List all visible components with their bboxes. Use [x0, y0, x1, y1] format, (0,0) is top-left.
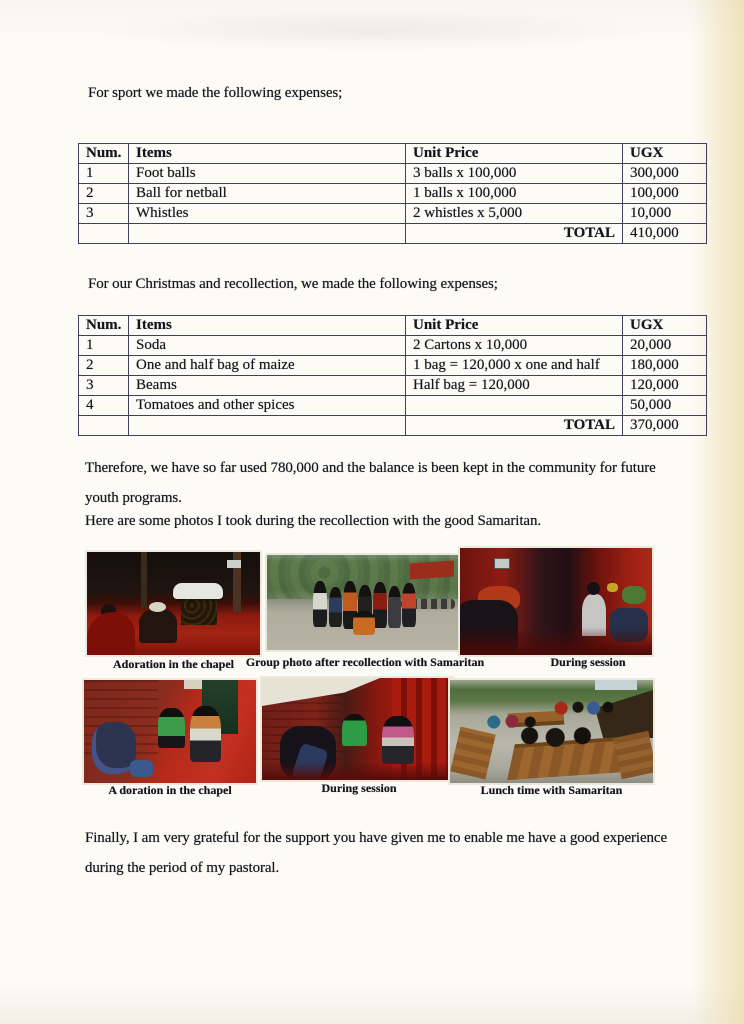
seated-people: [520, 724, 600, 752]
cell-empty: [129, 224, 406, 244]
person-head: [587, 582, 600, 595]
door-lintel: [184, 680, 202, 689]
cell-unit-price: 3 balls x 100,000: [406, 164, 623, 184]
total-label: TOTAL: [406, 224, 623, 244]
summary-line-2: youth programs.: [85, 490, 182, 506]
person-in-orange-white: [190, 706, 221, 762]
wall-window: [227, 560, 241, 568]
table-total-row: [79, 416, 707, 436]
table-header-row: [79, 144, 707, 164]
cell-item: One and half bag of maize: [129, 356, 406, 376]
caption-lunch-time: Lunch time with Samaritan: [480, 783, 623, 797]
dark-floor: [460, 627, 652, 655]
wooden-bench: [613, 731, 655, 780]
header-items: Items: [129, 144, 406, 164]
header-ugx: UGX: [623, 144, 707, 164]
photo-adoration-in-the-chapel: [85, 550, 262, 657]
group-person: [388, 586, 401, 628]
christmas-expenses-intro: For our Christmas and recollection, we made the following expenses;: [88, 276, 498, 292]
cell-num: 2: [79, 184, 129, 204]
cell-unit-price: [406, 396, 623, 416]
cell-empty: [79, 416, 129, 436]
caption-during-session-1: During session: [550, 655, 626, 669]
cell-amount: 180,000: [623, 356, 707, 376]
summary-line-1: Therefore, we have so far used 780,000 and the balance is been kept in the community for future: [85, 460, 656, 476]
sky-patch: [595, 680, 637, 690]
cell-amount: 50,000: [623, 396, 707, 416]
table-row: [79, 164, 707, 184]
kneeling-person: [139, 609, 177, 643]
caption-a-doration: A doration in the chapel: [108, 783, 232, 797]
cell-num: 1: [79, 336, 129, 356]
table-row: [79, 184, 707, 204]
person-in-yellow: [607, 583, 618, 592]
person-by-curtain: [382, 716, 414, 764]
table-row: [79, 356, 707, 376]
cell-unit-price: 2 whistles x 5,000: [406, 204, 623, 224]
cell-unit-price: Half bag = 120,000: [406, 376, 623, 396]
group-person: [313, 581, 327, 627]
header-unit-price: Unit Price: [406, 316, 623, 336]
cell-unit-price: 1 bag = 120,000 x one and half: [406, 356, 623, 376]
table-row: [79, 336, 707, 356]
kneeling-person: [353, 611, 375, 635]
person-in-green: [622, 586, 646, 604]
closing-line-2: during the period of my pastoral.: [85, 860, 280, 876]
cell-empty: [79, 224, 129, 244]
cell-item: Ball for netball: [129, 184, 406, 204]
header-num: Num.: [79, 316, 129, 336]
cell-unit-price: 2 Cartons x 10,000: [406, 336, 623, 356]
cell-num: 3: [79, 204, 129, 224]
cell-amount: 100,000: [623, 184, 707, 204]
header-ugx: UGX: [623, 316, 707, 336]
group-person: [373, 582, 387, 628]
person-in-green: [342, 714, 367, 746]
cell-item: Soda: [129, 336, 406, 356]
cell-item: Whistles: [129, 204, 406, 224]
photos-intro: Here are some photos I took during the recollection with the good Samaritan.: [85, 513, 542, 529]
total-value: 370,000: [623, 416, 707, 436]
cell-item: Tomatoes and other spices: [129, 396, 406, 416]
table-header-row: [79, 316, 707, 336]
cell-item: Beams: [129, 376, 406, 396]
table-row: [79, 204, 707, 224]
chapel-pillar: [141, 552, 147, 608]
caption-group-photo: Group photo after recollection with Samaritan: [245, 655, 485, 669]
photo-during-session-1: [458, 546, 654, 657]
table-row: [79, 376, 707, 396]
person-in-green: [158, 708, 185, 748]
total-value: 410,000: [623, 224, 707, 244]
photo-a-doration-in-the-chapel: [82, 678, 258, 785]
header-num: Num.: [79, 144, 129, 164]
altar-cloth: [173, 583, 223, 599]
header-unit-price: Unit Price: [406, 144, 623, 164]
red-roof: [410, 560, 454, 579]
cell-amount: 300,000: [623, 164, 707, 184]
group-person: [402, 583, 416, 627]
person-in-red: [87, 612, 135, 657]
seated-people: [554, 700, 614, 718]
table-total-row: [79, 224, 707, 244]
cell-num: 4: [79, 396, 129, 416]
cell-num: 3: [79, 376, 129, 396]
cell-amount: 10,000: [623, 204, 707, 224]
caption-during-session-2: During session: [321, 781, 397, 795]
photo-group-after-recollection: [265, 553, 460, 652]
wall-frame: [494, 558, 510, 569]
cell-num: 2: [79, 356, 129, 376]
cell-amount: 120,000: [623, 376, 707, 396]
christmas-expenses-table: [78, 315, 707, 436]
cell-item: Foot balls: [129, 164, 406, 184]
cell-amount: 20,000: [623, 336, 707, 356]
person-cap: [149, 602, 166, 612]
table-row: [79, 396, 707, 416]
sport-expenses-table: [78, 143, 707, 244]
closing-line-1: Finally, I am very grateful for the support you have given me to enable me have a good experience: [85, 830, 668, 846]
total-label: TOTAL: [406, 416, 623, 436]
photo-during-session-2: [260, 676, 454, 782]
altar-base: [181, 597, 217, 625]
blue-bag: [130, 760, 153, 777]
dark-floor: [262, 762, 452, 780]
sport-expenses-intro: For sport we made the following expenses;: [88, 85, 343, 101]
header-items: Items: [129, 316, 406, 336]
photo-lunch-time: [448, 678, 655, 785]
cell-empty: [129, 416, 406, 436]
group-person: [329, 587, 342, 627]
wooden-bench: [450, 727, 495, 780]
cell-num: 1: [79, 164, 129, 184]
caption-adoration: Adoration in the chapel: [112, 657, 234, 671]
cell-unit-price: 1 balls x 100,000: [406, 184, 623, 204]
